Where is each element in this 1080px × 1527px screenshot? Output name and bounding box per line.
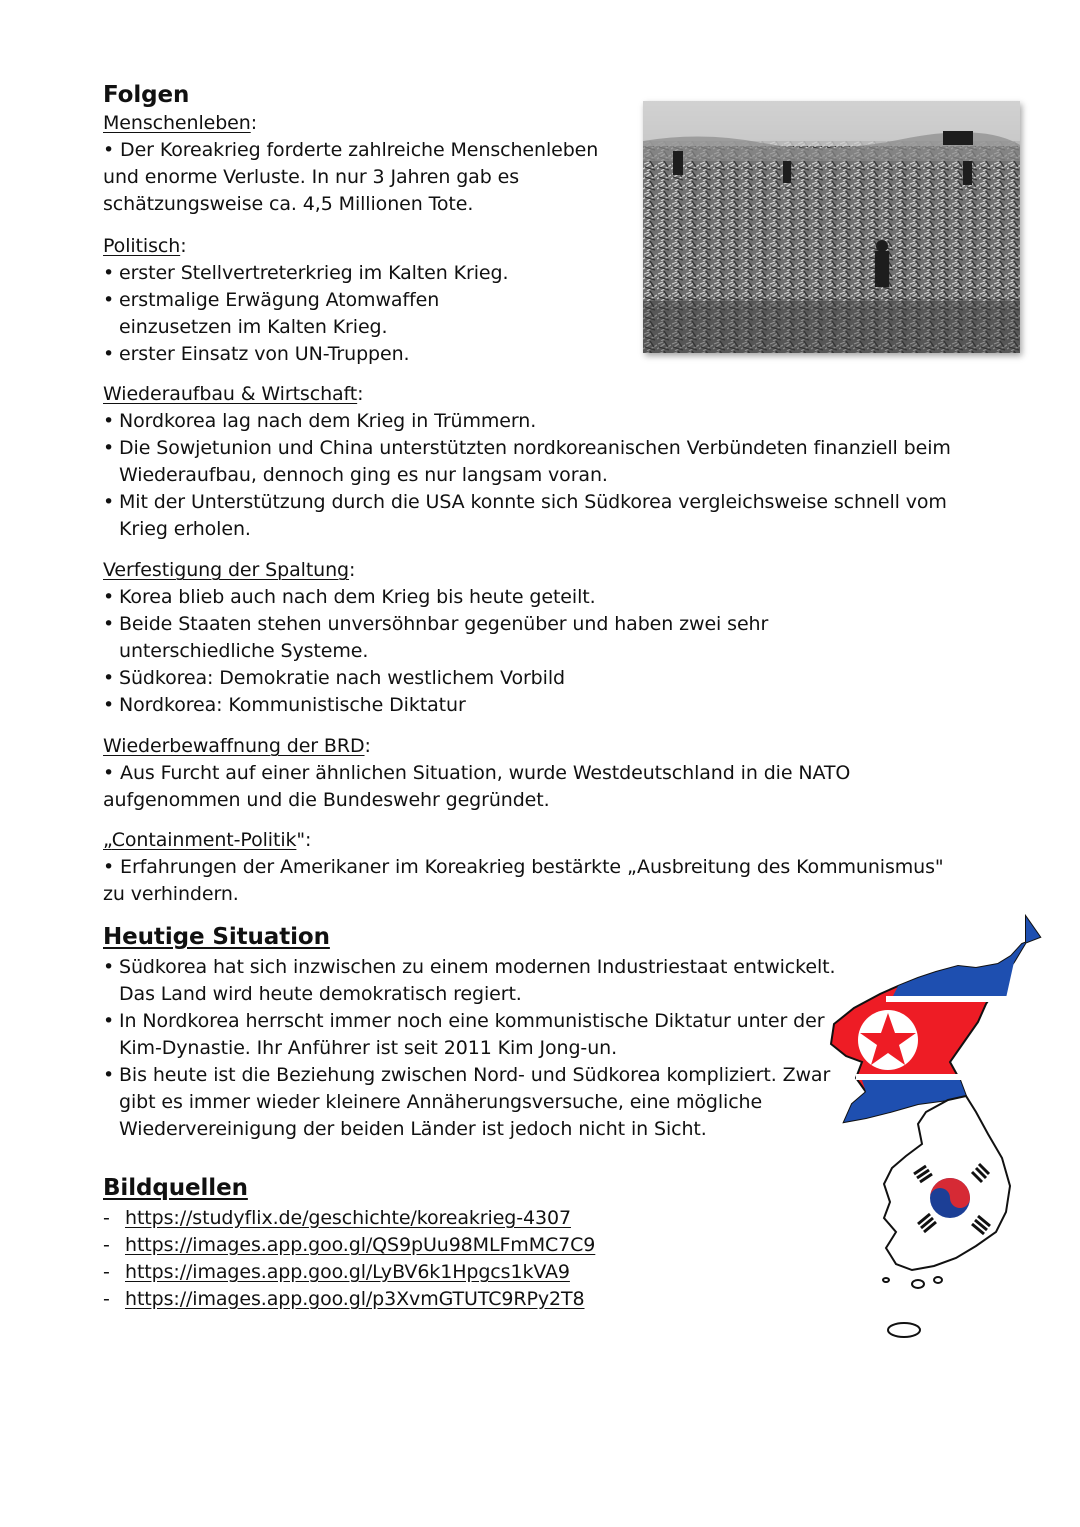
sources-section bbox=[103, 1173, 703, 1313]
korea-flag-map bbox=[826, 912, 1046, 1362]
reconstruction-title: Wiederaufbau & Wirtschaft bbox=[103, 383, 358, 405]
list-item: • Mit der Unterstützung durch die USA konnte sich Südkorea vergleichsweise schnell vom Krieg erholen. bbox=[103, 489, 983, 543]
islands bbox=[883, 1277, 942, 1337]
containment-section bbox=[103, 827, 963, 908]
reconstruction-section: Wiederaufbau & Wirtschaft: • Nordkorea lag nach dem Krieg in Trümmern. • Die Sowjetunion und China unterstützten nordkoreanischen Verbündeten finanziell beim Wiederaufbau, dennoch ging es nur langsam voran. • Mit der Unterstützung durch die USA konnte sich Südkorea vergleichsweise schnell vom Krieg erholen. bbox=[103, 381, 983, 543]
sources-heading: Bildquellen bbox=[103, 1175, 248, 1201]
list-item: • Südkorea hat sich inzwischen zu einem modernen Industriestaat entwickelt. Das Land wird heute demokratisch regiert. bbox=[103, 954, 843, 1008]
political-title: Politisch bbox=[103, 235, 181, 257]
list-item: • erster Stellvertreterkrieg im Kalten Krieg. bbox=[103, 260, 548, 287]
political-section: Politisch: • erster Stellvertreterkrieg im Kalten Krieg. • erstmalige Erwägung Atomwaffen einzusetzen im Kalten Krieg. • erster Einsatz von UN-Truppen. bbox=[103, 233, 623, 368]
source-link[interactable]: https://images.app.goo.gl/p3XvmGTUTC9RPy2T8 bbox=[125, 1288, 585, 1310]
source-link[interactable]: https://images.app.goo.gl/QS9pUu98MLFmMC7C9 bbox=[125, 1234, 596, 1256]
today-heading: Heutige Situation bbox=[103, 924, 330, 950]
today-section bbox=[103, 922, 843, 1143]
containment-title: Containment-Politik bbox=[111, 829, 297, 851]
war-ruins-photo bbox=[643, 101, 1020, 353]
list-item: • erstmalige Erwägung Atomwaffen einzusetzen im Kalten Krieg. bbox=[103, 287, 548, 341]
north-korea-white-stripe-top bbox=[886, 996, 1016, 1002]
division-section: Verfestigung der Spaltung: • Korea blieb auch nach dem Krieg bis heute geteilt. • Beide Staaten stehen unversöhnbar gegenüber und haben zwei sehr unterschiedliche Systeme. • Südkorea: Demokratie nach westlichem Vorbild • Nordkorea: Kommunistische Diktatur bbox=[103, 557, 923, 719]
containment-text: • Erfahrungen der Amerikaner im Koreakrieg bestärkte „Ausbreitung des Kommunismus" zu verhindern. bbox=[103, 856, 944, 905]
containment-quote-close: ": bbox=[296, 829, 312, 851]
list-item: • Beide Staaten stehen unversöhnbar gegenüber und haben zwei sehr unterschiedliche Systeme. bbox=[103, 611, 923, 665]
list-item: • erster Einsatz von UN-Truppen. bbox=[103, 341, 548, 368]
list-item: • Bis heute ist die Beziehung zwischen Nord- und Südkorea kompliziert. Zwar gibt es immer wieder kleinere Annäherungsversuche, eine mögliche Wiedervereinigung der beiden Länder ist jedoch nicht in Sicht. bbox=[103, 1062, 843, 1143]
rearmament-text: • Aus Furcht auf einer ähnlichen Situation, wurde Westdeutschland in die NATO aufgenommen und die Bundeswehr gegründet. bbox=[103, 762, 851, 811]
consequences-intro: Folgen Menschenleben: • Der Koreakrieg forderte zahlreiche Menschenleben und enorme Verluste. In nur 3 Jahren gab es schätzungsweise ca. 4,5 Millionen Tote. bbox=[103, 80, 633, 218]
list-item: • Korea blieb auch nach dem Krieg bis heute geteilt. bbox=[103, 584, 923, 611]
list-item: • Nordkorea lag nach dem Krieg in Trümmern. bbox=[103, 408, 983, 435]
north-korea-white-stripe-bottom bbox=[856, 1074, 966, 1080]
rearmament-section: Wiederbewaffnung der BRD: • Aus Furcht auf einer ähnlichen Situation, wurde Westdeutschland in die NATO aufgenommen und die Bundeswehr gegründet. bbox=[103, 733, 983, 814]
consequences-heading: Folgen bbox=[103, 82, 190, 108]
list-item: • In Nordkorea herrscht immer noch eine kommunistische Diktatur unter der Kim-Dynastie. Ihr Anführer ist seit 2011 Kim Jong-un. bbox=[103, 1008, 843, 1062]
rearmament-title: Wiederbewaffnung der BRD bbox=[103, 735, 365, 757]
division-title: Verfestigung der Spaltung bbox=[103, 559, 350, 581]
containment-quote-open: „ bbox=[103, 829, 112, 851]
list-item: • Die Sowjetunion und China unterstützten nordkoreanischen Verbündeten finanziell beim Wiederaufbau, dennoch ging es nur langsam voran. bbox=[103, 435, 983, 489]
list-item: • Nordkorea: Kommunistische Diktatur bbox=[103, 692, 923, 719]
loss-of-life-title: Menschenleben bbox=[103, 112, 251, 134]
source-link[interactable]: https://studyflix.de/geschichte/koreakrieg-4307 bbox=[125, 1207, 571, 1229]
loss-of-life-text: • Der Koreakrieg forderte zahlreiche Menschenleben und enorme Verluste. In nur 3 Jahren gab es schätzungsweise ca. 4,5 Millionen Tote. bbox=[103, 139, 599, 215]
list-item: • Südkorea: Demokratie nach westlichem Vorbild bbox=[103, 665, 923, 692]
source-link[interactable]: https://images.app.goo.gl/LyBV6k1Hpgcs1kVA9 bbox=[125, 1261, 570, 1283]
